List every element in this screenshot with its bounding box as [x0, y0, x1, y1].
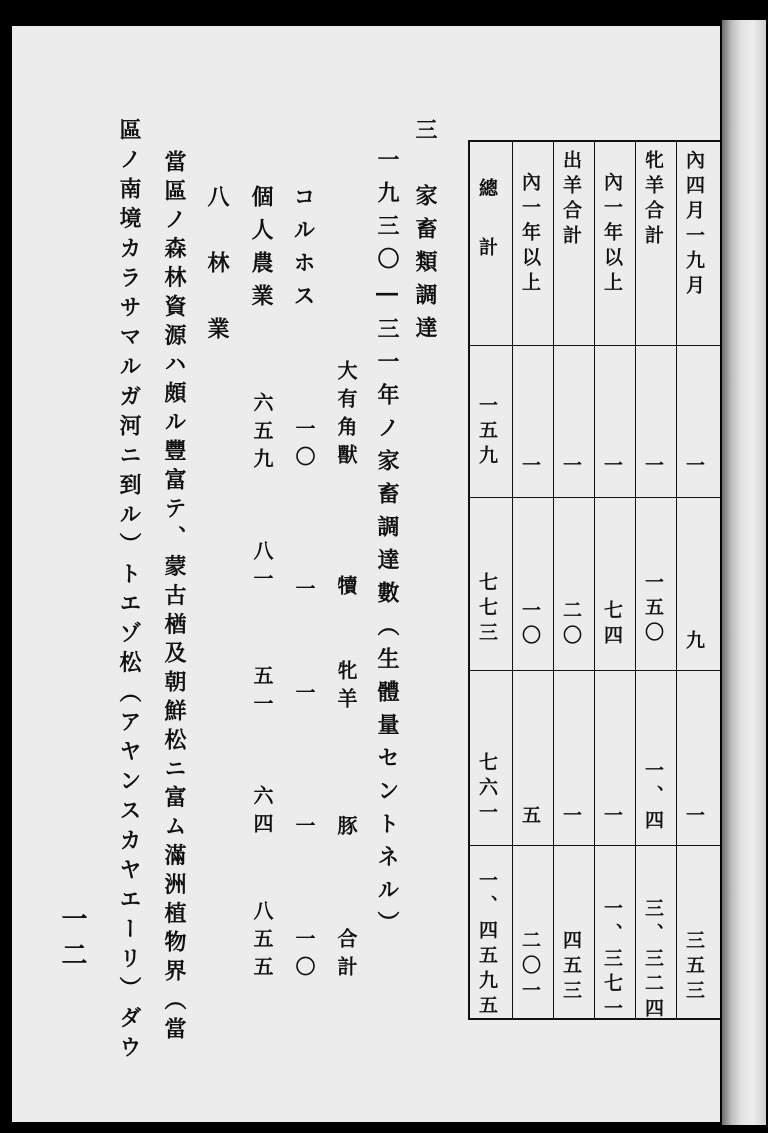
- book-spine: [722, 20, 766, 1125]
- table-row-rule: [468, 497, 720, 498]
- individual-value: 五一: [250, 665, 274, 721]
- body-text-line: 區ノ南境カラサマルガ河ニ到ル）トエゾ松（アヤンスカヤエーリ）ダウ: [116, 118, 142, 1066]
- table-cell: 一: [601, 455, 623, 480]
- livestock-col-header: 犢: [334, 575, 358, 603]
- table-cell: 二〇一: [519, 930, 541, 1005]
- individual-value: 八一: [250, 540, 274, 596]
- table-row-rule: [468, 845, 720, 846]
- livestock-col-header: 合計: [334, 928, 358, 984]
- table-caption: 一九三〇―三一年ノ家畜調達數（生體量セントネル）: [374, 148, 400, 944]
- individual-farming-label: 個人農業: [248, 185, 274, 317]
- table-cell: 一: [642, 455, 664, 480]
- table-cell: 三五三: [683, 930, 705, 1005]
- table-header: 出羊合計: [560, 150, 582, 250]
- table-cell: 五: [519, 805, 541, 830]
- table-cell: 一: [601, 805, 623, 830]
- livestock-col-header: 牝羊: [334, 660, 358, 716]
- livestock-col-header: 大有角獸: [334, 360, 358, 472]
- individual-value: 八五五: [250, 900, 274, 984]
- individual-value: 六五九: [250, 392, 274, 476]
- table-cell: 一: [560, 805, 582, 830]
- body-text-line: 當區ノ森林資源ハ頗ル豐富テ、蒙古楢及朝鮮松ニ富ム滿洲植物界（當: [161, 150, 187, 1046]
- table-col-rule: [594, 140, 595, 1020]
- table-cell: 四五三: [560, 930, 582, 1005]
- table-cell: 一五九: [476, 395, 498, 470]
- table-cell: 一、四五九五: [476, 870, 498, 1020]
- section-heading: 八 林 業: [204, 185, 230, 350]
- table-cell: 一、四: [642, 760, 664, 835]
- table-cell: 七四: [601, 600, 623, 650]
- table-cell: 一〇: [519, 600, 541, 650]
- table-cell: 一、三七一: [601, 898, 623, 1023]
- table-col-rule: [676, 140, 677, 1020]
- table-header: 內一年以上: [519, 172, 541, 297]
- page-number: 一二: [57, 905, 87, 977]
- table-left-rule: [468, 140, 470, 1020]
- kolkhoz-label: コルホス: [290, 185, 316, 317]
- table-header: 內四月一九月: [683, 150, 705, 300]
- table-col-rule: [553, 140, 554, 1020]
- table-cell: 三、三二四: [642, 898, 664, 1023]
- table-cell: 一: [560, 455, 582, 480]
- table-cell: 九: [683, 630, 705, 655]
- kolkhoz-value: 一〇: [292, 928, 316, 984]
- section-heading: 三 家畜類調達: [412, 118, 438, 349]
- table-header: 牝羊合計: [642, 150, 664, 250]
- table-header: 內一年以上: [601, 172, 623, 297]
- kolkhoz-value: 一: [292, 682, 316, 710]
- table-cell: 一: [683, 455, 705, 480]
- table-cell: 一: [683, 805, 705, 830]
- table-cell: 二〇: [560, 600, 582, 650]
- table-col-rule: [635, 140, 636, 1020]
- kolkhoz-value: 一: [292, 815, 316, 843]
- table-cell: 七七三: [476, 572, 498, 647]
- table-col-rule: [512, 140, 513, 1020]
- livestock-col-header: 豚: [334, 815, 358, 843]
- kolkhoz-value: 一〇: [292, 418, 316, 474]
- kolkhoz-value: 一: [292, 578, 316, 606]
- table-header-rule: [468, 345, 720, 346]
- table-cell: 一: [519, 455, 541, 480]
- individual-value: 六四: [250, 785, 274, 841]
- table-cell: 一五〇: [642, 572, 664, 647]
- table-row-rule: [468, 670, 720, 671]
- table-cell: 七六一: [476, 752, 498, 827]
- table-header: 總計: [476, 178, 498, 296]
